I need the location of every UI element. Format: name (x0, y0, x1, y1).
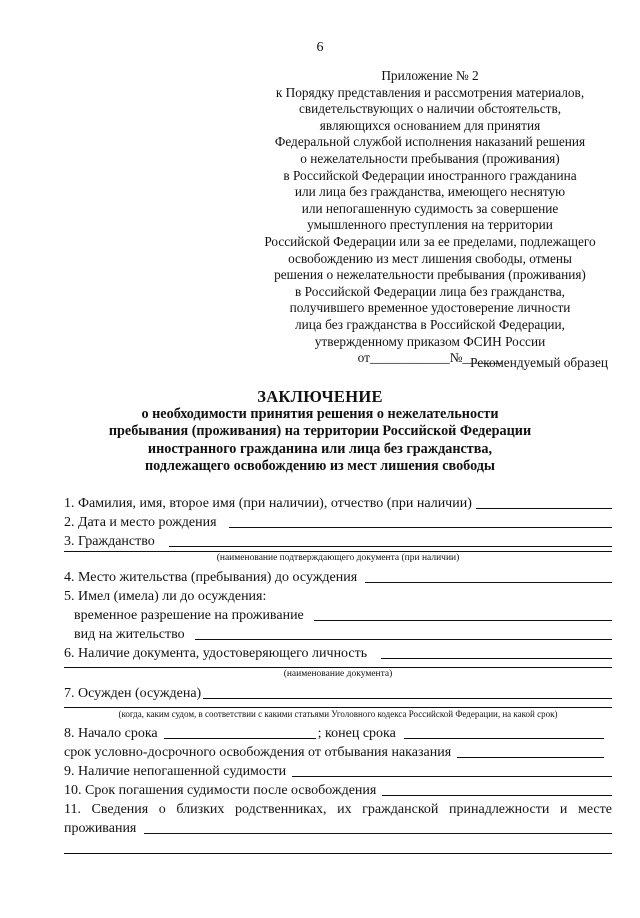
form-row-temp-permit (64, 605, 612, 624)
form-row-parole (64, 742, 612, 761)
record-label: 9. Наличие непогашенной судимости (64, 764, 287, 779)
term-start-field[interactable] (164, 737, 316, 739)
relatives-word: близких (176, 802, 225, 817)
relatives-extra-field[interactable] (64, 837, 612, 854)
appendix-line: Федеральной службой исполнения наказаний решения (274, 134, 586, 150)
id-doc-label: 6. Наличие документа, удостоверяющего личность (64, 646, 368, 661)
temp-permit-field[interactable] (314, 619, 612, 621)
relatives-word: гражданской (362, 802, 439, 817)
form-row-birth (64, 512, 612, 531)
expunge-field[interactable] (382, 794, 612, 796)
parole-field[interactable] (457, 756, 604, 758)
appendix-line: являющихся основанием для принятия (319, 117, 541, 133)
appendix-line: о нежелательности пребывания (проживания) (300, 150, 560, 166)
form-row-residence-permit (64, 624, 612, 643)
appendix-line: или непогашенную судимость за совершение (301, 200, 559, 216)
form-row-id-doc (64, 643, 612, 662)
id-doc-name-row (64, 666, 612, 683)
citizenship-doc-field[interactable] (64, 551, 612, 552)
appendix-line: утвержденному приказом ФСИН России (314, 333, 546, 349)
form-row-full-name (64, 493, 612, 512)
permits-label: 5. Имел (имела) ли до осуждения: (64, 589, 267, 604)
appendix-block (250, 68, 610, 367)
relatives-field[interactable] (144, 832, 612, 834)
relatives-cont-label: проживания (64, 821, 137, 836)
id-doc-field[interactable] (381, 657, 612, 659)
citizenship-doc-row (64, 550, 612, 567)
appendix-line: решения о нежелательности пребывания (проживания) (274, 267, 586, 283)
convicted-label: 7. Осужден (осуждена) (64, 686, 202, 701)
appendix-date-line: от____________№______ (357, 350, 503, 366)
citizenship-field[interactable] (169, 545, 612, 547)
term-start-label: 8. Начало срока (64, 726, 158, 741)
record-field[interactable] (292, 775, 612, 777)
relatives-word: Сведения (91, 802, 149, 817)
expunge-label: 10. Срок погашения судимости после освобождения (64, 783, 377, 798)
relatives-word: о (158, 802, 166, 817)
term-end-label: ; конец срока (317, 726, 396, 741)
conviction-caption: (когда, каким судом, в соответствии с какими статьями Уголовного кодекса Российской Федерации, на какой срок) (118, 709, 558, 719)
residence-label: 4. Место жительства (пребывания) до осуждения (64, 570, 358, 585)
appendix-line: в Российской Федерации лица без гражданства, (295, 283, 565, 299)
appendix-line: или лица без гражданства, имеющего неснятую (294, 184, 566, 200)
relatives-word: месте (577, 802, 612, 817)
appendix-line: освобождению из мест лишения свободы, отмены (288, 250, 572, 266)
appendix-line: свидетельствующих о наличии обстоятельств, (298, 101, 562, 117)
page-number: 6 (316, 40, 324, 55)
appendix-line: к Порядку представления и рассмотрения материалов, (275, 84, 585, 100)
appendix-line: Российской Федерации или за ее пределами, подлежащего (264, 233, 596, 249)
appendix-line: умышленного преступления на территории (307, 217, 553, 233)
parole-label: срок условно-досрочного освобождения от отбывания наказания (64, 745, 452, 760)
residence-permit-label: вид на жительство (74, 627, 185, 642)
citizenship-label: 3. Гражданство (64, 534, 155, 549)
relatives-word: родственниках, (234, 802, 327, 817)
form-row-expunge (64, 780, 612, 799)
form-row-relatives-cont (64, 818, 612, 837)
convicted-field[interactable] (203, 697, 612, 699)
birth-field[interactable] (229, 526, 612, 528)
appendix-line: в Российской Федерации иностранного гражданина (283, 167, 577, 183)
relatives-word: принадлежности (449, 802, 550, 817)
form-row-relatives (64, 799, 612, 818)
form-row-convicted (64, 683, 612, 702)
conviction-details-row (64, 706, 612, 723)
subtitle-line: о необходимости принятия решения о нежелательности (141, 406, 499, 422)
form-row-record (64, 761, 612, 780)
subtitle-line: подлежащего освобождению из мест лишения свободы (144, 458, 496, 475)
subtitle-line: пребывания (проживания) на территории Российской Федерации (108, 423, 532, 440)
birth-label: 2. Дата и место рождения (64, 515, 217, 530)
id-doc-caption: (наименование документа) (283, 669, 393, 679)
temp-permit-label: временное разрешение на проживание (74, 608, 304, 623)
appendix-line: лица без гражданства в Российской Федерации, (295, 316, 565, 332)
relatives-word: и (559, 802, 568, 817)
form-row-residence (64, 567, 612, 586)
form-row-citizenship (64, 531, 612, 550)
sample-label: Рекомендуемый образец (470, 355, 608, 370)
form-row-permits (64, 586, 612, 605)
relatives-word: 11. (64, 802, 81, 817)
citizenship-doc-caption: (наименование подтверждающего документа (при наличии) (216, 553, 460, 563)
appendix-title: Приложение № 2 (381, 68, 479, 83)
document-subtitle (70, 406, 570, 476)
relatives-word: их (337, 802, 352, 817)
form (64, 493, 612, 856)
conviction-details-field[interactable] (64, 707, 612, 708)
full-name-field[interactable] (476, 507, 612, 509)
residence-field[interactable] (365, 581, 612, 583)
document-title: ЗАКЛЮЧЕНИЕ (257, 387, 383, 406)
full-name-label: 1. Фамилия, имя, второе имя (при наличии), отчество (при наличии) (64, 496, 472, 511)
term-end-field[interactable] (404, 737, 604, 739)
appendix-line: получившего временное удостоверение личности (289, 300, 571, 316)
form-row-term (64, 723, 612, 742)
subtitle-line: иностранного гражданина или лица без гражданства, (147, 440, 493, 457)
id-doc-name-field[interactable] (64, 667, 612, 668)
residence-permit-field[interactable] (195, 638, 612, 640)
